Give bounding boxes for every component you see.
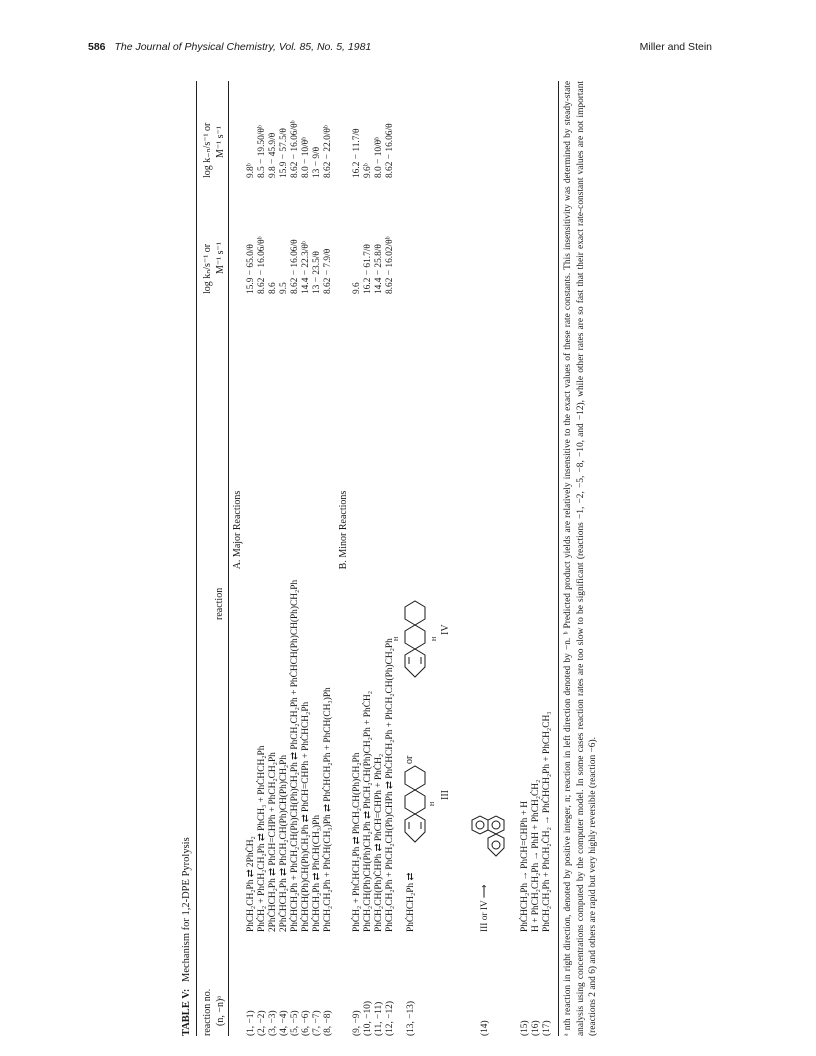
table-caption — [180, 837, 193, 1036]
row-reaction: PhĊHCH₂Ph → PhCH=CHPh + H — [520, 800, 530, 932]
row-log-kf: 8.6 — [268, 282, 278, 294]
table-row — [374, 60, 385, 1040]
row-log-kr: 8.5 − 19.50/θᵇ — [257, 125, 267, 178]
row-reaction: 2PhĊHCH₂Ph ⇄ PhCH=CHPh + PhCH₂CH₂Ph — [268, 752, 278, 932]
table-title: Mechanism for 1,2-DPE Pyrolysis — [181, 837, 192, 982]
journal-name: The Journal of Physical Chemistry, Vol. 85, No. 5, 1981 — [114, 41, 372, 53]
section-b-title: B. Minor Reactions — [338, 490, 349, 570]
row-reaction: H + PhCH₂CH₂Ph → PhH + PhCH₂ĊH₂ — [531, 779, 541, 932]
row-number: (4, −4) — [279, 1010, 289, 1036]
col-kr-sub: M⁻¹ s⁻¹ — [214, 126, 226, 158]
table-row — [363, 60, 374, 1040]
col-header-kf — [202, 242, 227, 294]
row-number: (9, −9) — [352, 1010, 362, 1036]
table-row — [257, 60, 268, 1040]
row-log-kr: 8.0 − 10/θᵇ — [301, 136, 311, 178]
bottom-rule — [558, 81, 559, 1036]
or-label: or — [404, 755, 415, 764]
svg-text:H: H — [394, 636, 400, 641]
table-row — [531, 60, 542, 1040]
row-reaction: PhĊH₂ + PhĊHCH₂Ph ⇄ PhCH₂CH(Ph)CH₂Ph — [352, 752, 362, 932]
row-reaction: PhCH₂CH₂Ph + PhCH₂ĊH₂ → PhĊHCH₂Ph + PhCH₂CH₃ — [542, 711, 552, 932]
row-reaction: PhCH₂CH₂Ph ⇄ 2PhĊH₂ — [246, 836, 256, 932]
row-number: (7, −7) — [312, 1010, 322, 1036]
row-number: (15) — [520, 1020, 530, 1036]
row-log-kf: 14.4 − 25.8/θ — [374, 244, 384, 294]
col-num-label: reaction no. — [202, 988, 213, 1036]
row-reaction: PhĊHCH₂Ph ⇄ — [406, 872, 416, 932]
row-number: (6, −6) — [301, 1010, 311, 1036]
row-number: (2, −2) — [257, 1010, 267, 1036]
row-log-kf: 9.6 — [352, 282, 362, 294]
row-log-kf: 13 − 23.5/θ — [312, 251, 322, 294]
row-log-kr: 8.0 − 10/θᵇ — [374, 136, 384, 178]
table-row — [385, 60, 396, 1040]
row-number: (17) — [542, 1020, 552, 1036]
table-label: TABLE V: — [181, 988, 192, 1036]
row-log-kf: 8.62 − 16.02/θᵇ — [385, 236, 395, 294]
row-number: (1, −1) — [246, 1010, 256, 1036]
row-reaction: PhCH₂CH(Ph)CH(Ph)CH₂Ph ⇄ PhCH₂CH(Ph)CH₂Ph + PhĊH₂ — [363, 691, 373, 932]
table-row — [290, 60, 301, 1040]
table-row-13 — [406, 60, 417, 1040]
row-log-kr: 16.2 − 11.7/θ — [352, 128, 362, 178]
row-log-kf: 8.62 − 16.06/θᵇ — [257, 236, 267, 294]
row-log-kf: 9.5 — [279, 282, 289, 294]
row-reaction: PhĊHCH₂Ph ⇄ PhCH(CH₃)Ph — [312, 814, 322, 932]
row-reaction: PhĊH₂ + PhCH₂CH₂Ph ⇄ PhCH₃ + PhĊHCH₂Ph — [257, 745, 267, 932]
row-log-kf: 8.62 − 7.9/θ — [323, 248, 333, 294]
row-log-kr: 8.62 − 16.06/θᵇ — [290, 120, 300, 178]
svg-text:H: H — [432, 636, 438, 641]
table-row — [246, 60, 257, 1040]
col-kf-sub: M⁻¹ s⁻¹ — [214, 242, 226, 274]
row-number: (12, −12) — [385, 1001, 395, 1036]
table-row — [312, 60, 323, 1040]
table-row — [323, 60, 334, 1040]
svg-text:H: H — [430, 801, 436, 806]
row-number: (5, −5) — [290, 1010, 300, 1036]
row-log-kf: 15.9 − 65.0/θ — [246, 244, 256, 294]
structure-phenanthrene — [460, 794, 516, 864]
top-rule — [196, 81, 197, 1036]
row-reaction: PhCH₂CH₂Ph + PhCH₂CH(Ph)CHPh ⇄ PhĊHCH₂Ph + PhCH₂CH(Ph)CH₂Ph — [385, 638, 395, 932]
table-row — [279, 60, 290, 1040]
row-reaction: PhCH₂CH₂Ph + PhĊH(CH₃)Ph ⇄ PhĊHCH₂Ph + PhCH(CH₃)Ph — [323, 687, 333, 932]
row-log-kf: 8.62 − 16.06/θ — [290, 239, 300, 294]
row-log-kr: 9.8ᵇ — [246, 163, 256, 178]
row-number: (8, −8) — [323, 1010, 333, 1036]
row-number: (13, −13) — [406, 1001, 416, 1036]
row-log-kr: 8.62 − 22.0/θᵇ — [323, 125, 333, 178]
col-kf-label: log kₙ/s⁻¹ or — [202, 243, 213, 294]
table-row-14 — [480, 60, 491, 1040]
row-number: (16) — [531, 1020, 541, 1036]
row-log-kr: 13 − 9/θ — [312, 146, 322, 178]
row-log-kr: 9.6ᵇ — [363, 163, 373, 178]
header-rule — [228, 81, 229, 1036]
col-kr-label: log k₋ₙ/s⁻¹ or — [202, 122, 213, 178]
table-row — [301, 60, 312, 1040]
row-number: (11, −11) — [374, 1001, 384, 1036]
table-row — [268, 60, 279, 1040]
section-a-title: A. Major Reactions — [232, 490, 243, 570]
row-reaction: 2PhĊHCH₂Ph ⇄ PhCH₂CH(Ph)CH(Ph)CH₂Ph — [279, 754, 289, 932]
row-log-kr: 9.8 − 45.9/θ — [268, 132, 278, 178]
table-row — [352, 60, 363, 1040]
row-log-kf: 16.2 − 61.7/θ — [363, 244, 373, 294]
page-number: 586 — [88, 41, 106, 53]
table-footnote: ᵃ nth reaction in right direction, denoted by positive integer, n; reaction in left direction denoted by −n. ᵇ Predicted product yields are relatively insensitive to the exact values of these rate constants. This insensitivity was determined by steady-state analysis using concentrations computed by the computer model. In some cases reaction rates are too slow to be significant (reactions −1, −2, −5, −8, −10, and −12), while other rates are so fast that their exact rate-constant values are not important (reactions 2 and 6) and others are rapid but very highly reversible (reaction −6). — [563, 81, 598, 1036]
row-reaction: PhĊHCH(Ph)CH(Ph)CH₂Ph ⇄ PhCH=CHPh + PhĊHCH₂Ph — [301, 701, 311, 932]
col-header-number — [202, 989, 227, 1036]
running-header — [88, 41, 371, 53]
row-number: (10, −10) — [363, 1001, 373, 1036]
table-row — [542, 60, 553, 1040]
row-reaction: PhCH₂CH(Ph)ĊHPh ⇄ PhCH=CHPh + PhĊH₂ — [374, 753, 384, 932]
row-number: (3, −3) — [268, 1010, 278, 1036]
row-log-kf: 14.4 − 22.3/θᵇ — [301, 241, 311, 294]
structure-III-label: III — [440, 790, 451, 800]
col-header-reaction: reaction — [214, 587, 225, 620]
row-reaction: III or IV ⟶ — [480, 884, 490, 932]
col-num-sub: (n, −n)ᵃ — [214, 995, 226, 1026]
row-number: (14) — [480, 1020, 490, 1036]
col-header-kr — [202, 123, 227, 178]
rotated-table — [180, 60, 620, 1040]
row-log-kr: 8.62 − 16.06/θ — [385, 123, 395, 178]
table-row — [520, 60, 531, 1040]
structure-IV-label: IV — [440, 624, 451, 635]
row-log-kr: 15.9 − 57.5/θ — [279, 128, 289, 178]
structure-III-and-IV — [384, 572, 446, 852]
row-reaction: PhĊHCH₂Ph + PhCH₂CH(Ph)CH(Ph)CH₂Ph ⇄ PhCH₂CH₂Ph + PhĊHCH(Ph)CH(Ph)CH₂Ph — [290, 579, 300, 932]
authors: Miller and Stein — [639, 41, 712, 53]
